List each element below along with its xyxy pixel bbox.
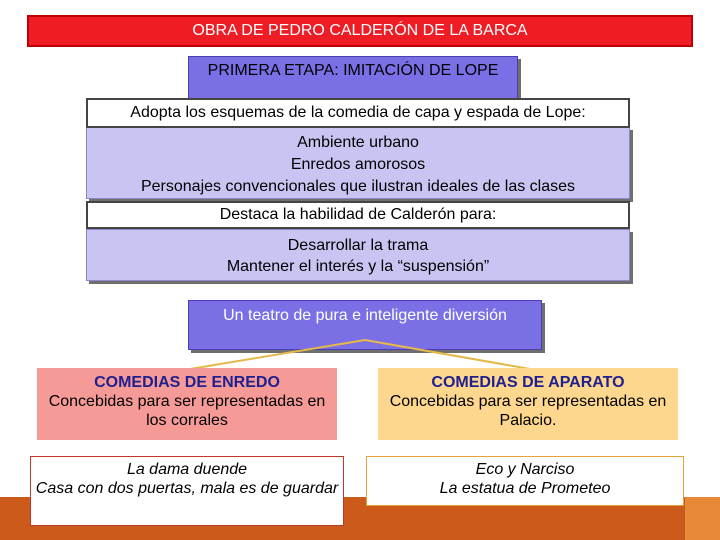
feature-item: Ambiente urbano (297, 134, 419, 151)
stage-title: PRIMERA ETAPA: IMITACIÓN DE LOPE (188, 56, 518, 102)
skill-item: Desarrollar la trama (287, 237, 429, 254)
category-description: Concebidas para ser representadas en los corrales (48, 393, 326, 429)
work-item: Casa con dos puertas, mala es de guardar (35, 480, 339, 497)
adopta-label: Adopta los esquemas de la comedia de capa y espada de Lope: (86, 98, 630, 128)
destaca-label: Destaca la habilidad de Calderón para: (86, 201, 630, 229)
summary-box: Un teatro de pura e inteligente diversión (188, 300, 542, 350)
feature-item: Enredos amorosos (290, 156, 426, 173)
category-description: Concebidas para ser representadas en Palacio. (389, 393, 667, 429)
works-aparato (366, 456, 684, 506)
category-title: COMEDIAS DE APARATO (431, 374, 625, 391)
category-aparato (378, 368, 678, 440)
works-enredo (30, 456, 344, 526)
connector-right (365, 340, 530, 369)
work-item: Eco y Narciso (475, 461, 575, 478)
category-title: COMEDIAS DE ENREDO (94, 374, 280, 391)
category-enredo (37, 368, 337, 440)
main-title: OBRA DE PEDRO CALDERÓN DE LA BARCA (27, 15, 693, 47)
connector-left (190, 340, 365, 369)
skill-item: Mantener el interés y la “suspensión” (226, 258, 490, 275)
work-item: La estatua de Prometeo (439, 480, 611, 497)
work-item: La dama duende (126, 461, 248, 478)
feature-item: Personajes convencionales que ilustran ideales de las clases (140, 178, 576, 195)
